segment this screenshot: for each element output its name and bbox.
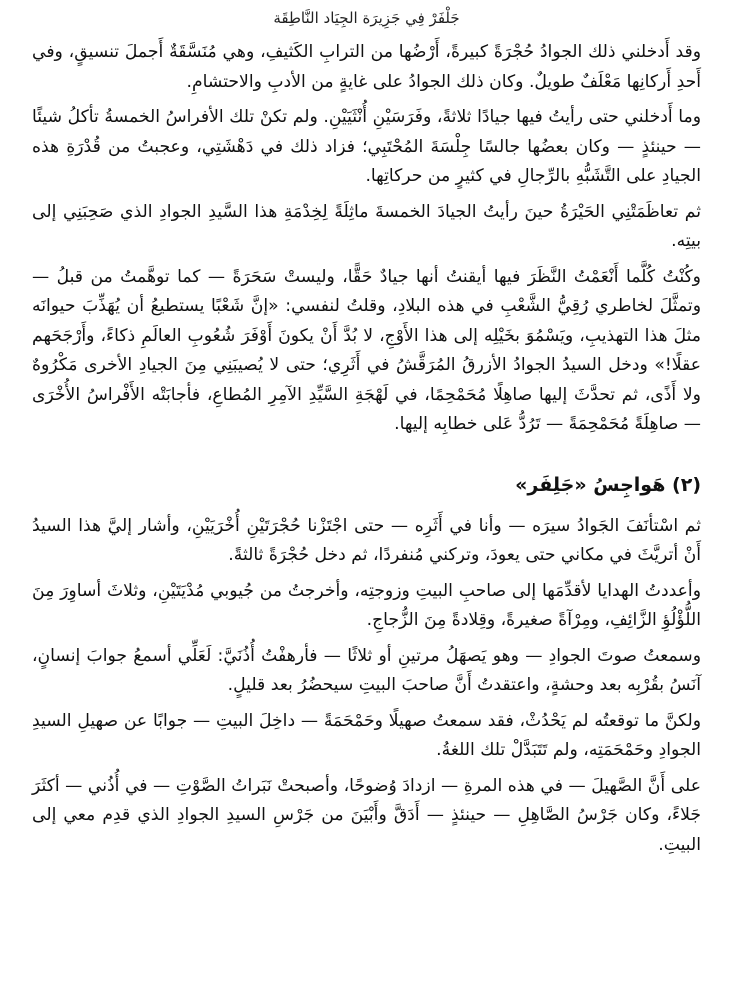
- paragraph-7: وسمعتُ صوتَ الجوادِ — وهو يَصهَلُ مرتينِ أو ثلاثًا — فأرهفْتُ أُذُنَيَّ: لَعَلِّي أسمعُ جوابَ إنسانٍ، آنَسُ بقُرْبِه بعد وحشةٍ، واعتقدتُ أَنَّ صاحبَ البيتِ سيحضُرُ بعد قليلٍ.: [32, 645, 701, 695]
- section-2: [32, 512, 701, 861]
- paragraph-4: وكُنْتُ كُلَّما أَنْعَمْتُ النَّظَرَ فيها أيقنتُ أنها جيادٌ حَقًّا، وليستْ سَحَرَةً — كما توهَّمتُ من قبلُ — وتمثَّلَ لخاطري رُقِيُّ الشَّعْبِ في هذه البلادِ، وقلتُ لنفسي: «إنَّ شَعْبًا يستطيعُ أن يُهَذِّبَ حيوانَه مثلَ هذا التهذيبِ، ويَسْمُوَ بخَيْلِه إلى هذا الأَوْجِ، لا بُدَّ أَنْ يكونَ أَوْفَرَ شُعُوبِ العالَمِ ذكاءً، وأَرْجَحَهم عقلًا!» ودخل السيدُ الجوادُ الأزرقُ المُرَقَّشُ في أَثَرِي؛ حتى لا يُصيبَنِي مِنَ الجيادِ الأخرى مَكْرُوهٌ ولا أَذًى، ثم تحدَّثَ إليها صاهِلًا مُحَمْحِمًا، في لَهْجَةِ السَّيِّدِ الآمِرِ المُطاعِ، فأجابَتْه الأَفْراسُ الأُخْرَى — صاهِلَةً مُحَمْحِمَةً — تَرُدُّ عَلى خطابِه إليها.: [32, 266, 701, 434]
- paragraph-6: وأعددتُ الهدايا لأقدِّمَها إلى صاحبِ البيتِ وزوجتِه، وأخرجتُ من جُيوبي مُدْيَتَيْنِ، وثلاثَ أساوِرَ مِنَ اللُّؤْلُؤِ الزَّائِفِ، ومِرْآةً صغيرةً، وقِلادةً مِنَ الزُّجاجِ.: [32, 580, 701, 630]
- section-title: هَواجِسُ «جَلِفَر»: [515, 473, 666, 496]
- paragraph-8: ولكنَّ ما توقعتُه لم يَحْدُثْ، فقد سمعتُ صهيلًا وحَمْحَمَةً — داخِلَ البيتِ — جوابًا عن صهيلِ السيدِ الجوادِ وحَمْحَمَتِه، ولم تَتَبَدَّلْ تلك اللغةُ.: [32, 710, 701, 760]
- running-header: جَلْفَرْ فِي جَزِيرَة الجِيَاد النَّاطِقَة: [273, 9, 460, 27]
- section-heading: [32, 470, 701, 500]
- paragraph-3: ثم تعاظَمَتْنِي الحَيْرَةُ حينَ رأيتُ الجيادَ الخمسةَ ماثِلَةً لِخِدْمَةِ هذا السَّيدِ الجوادِ الذي صَحِبَنِي إلى بيتِه.: [32, 201, 701, 251]
- section-number: (٢): [672, 473, 701, 496]
- section-1: [32, 38, 701, 440]
- paragraph-1: وقد أَدخلني ذلك الجوادُ حُجْرَةً كبيرةً، أَرْضُها من الترابِ الكَثيفِ، وهي مُنَسَّقَةٌ أَجملَ تنسيقٍ، وفي أَحدِ أَركانِها مَعْلَفٌ طويلٌ. وكان ذلك الجوادُ على غايةٍ من الأدبِ والاحتشامِ.: [32, 42, 701, 92]
- paragraph-5: ثم اسْتأنَفَ الجَوادُ سيرَه — وأنا في أَثَرِه — حتى اجْتَزْنا حُجْرَتَيْنِ أُخْرَيَيْنِ، وأشار إليَّ هذا السيدُ أَنْ أتريَّثَ في مكاني حتى يعودَ، وتركني مُنفردًا، ثم دخل حُجْرَةً ثالثةً.: [32, 515, 701, 565]
- paragraph-9: على أَنَّ الصَّهيلَ — في هذه المرةِ — ازدادَ وُضوحًا، وأصبحتْ نَبَراتُ الصَّوْتِ — في أُذُني — أكثَرَ جَلاءً، وكان جَرْسُ الصَّاهِلِ — حينئذٍ — أَدَقَّ وأَبْيَنَ من جَرْسِ السيدِ الجوادِ الذي قدِم معي إلى البيتِ.: [32, 775, 701, 855]
- paragraph-2: وما أَدخلني حتى رأيتُ فيها جيادًا ثلاثةً، وفَرَسَيْنِ أُنْثَيَيْنِ. ولم تكنْ تلك الأفراسُ الخمسةُ تأكلُ شيئًا — حينئذٍ — وكان بعضُها جالسًا جِلْسَةَ المُحْتَبِي؛ فزاد ذلك في دَهْشَتِي، وعجبتُ من قُدْرَةِ هذه الجيادِ على التَّشَبُّهِ بالرِّجالِ في كثيرٍ من حركاتِها.: [32, 107, 701, 186]
